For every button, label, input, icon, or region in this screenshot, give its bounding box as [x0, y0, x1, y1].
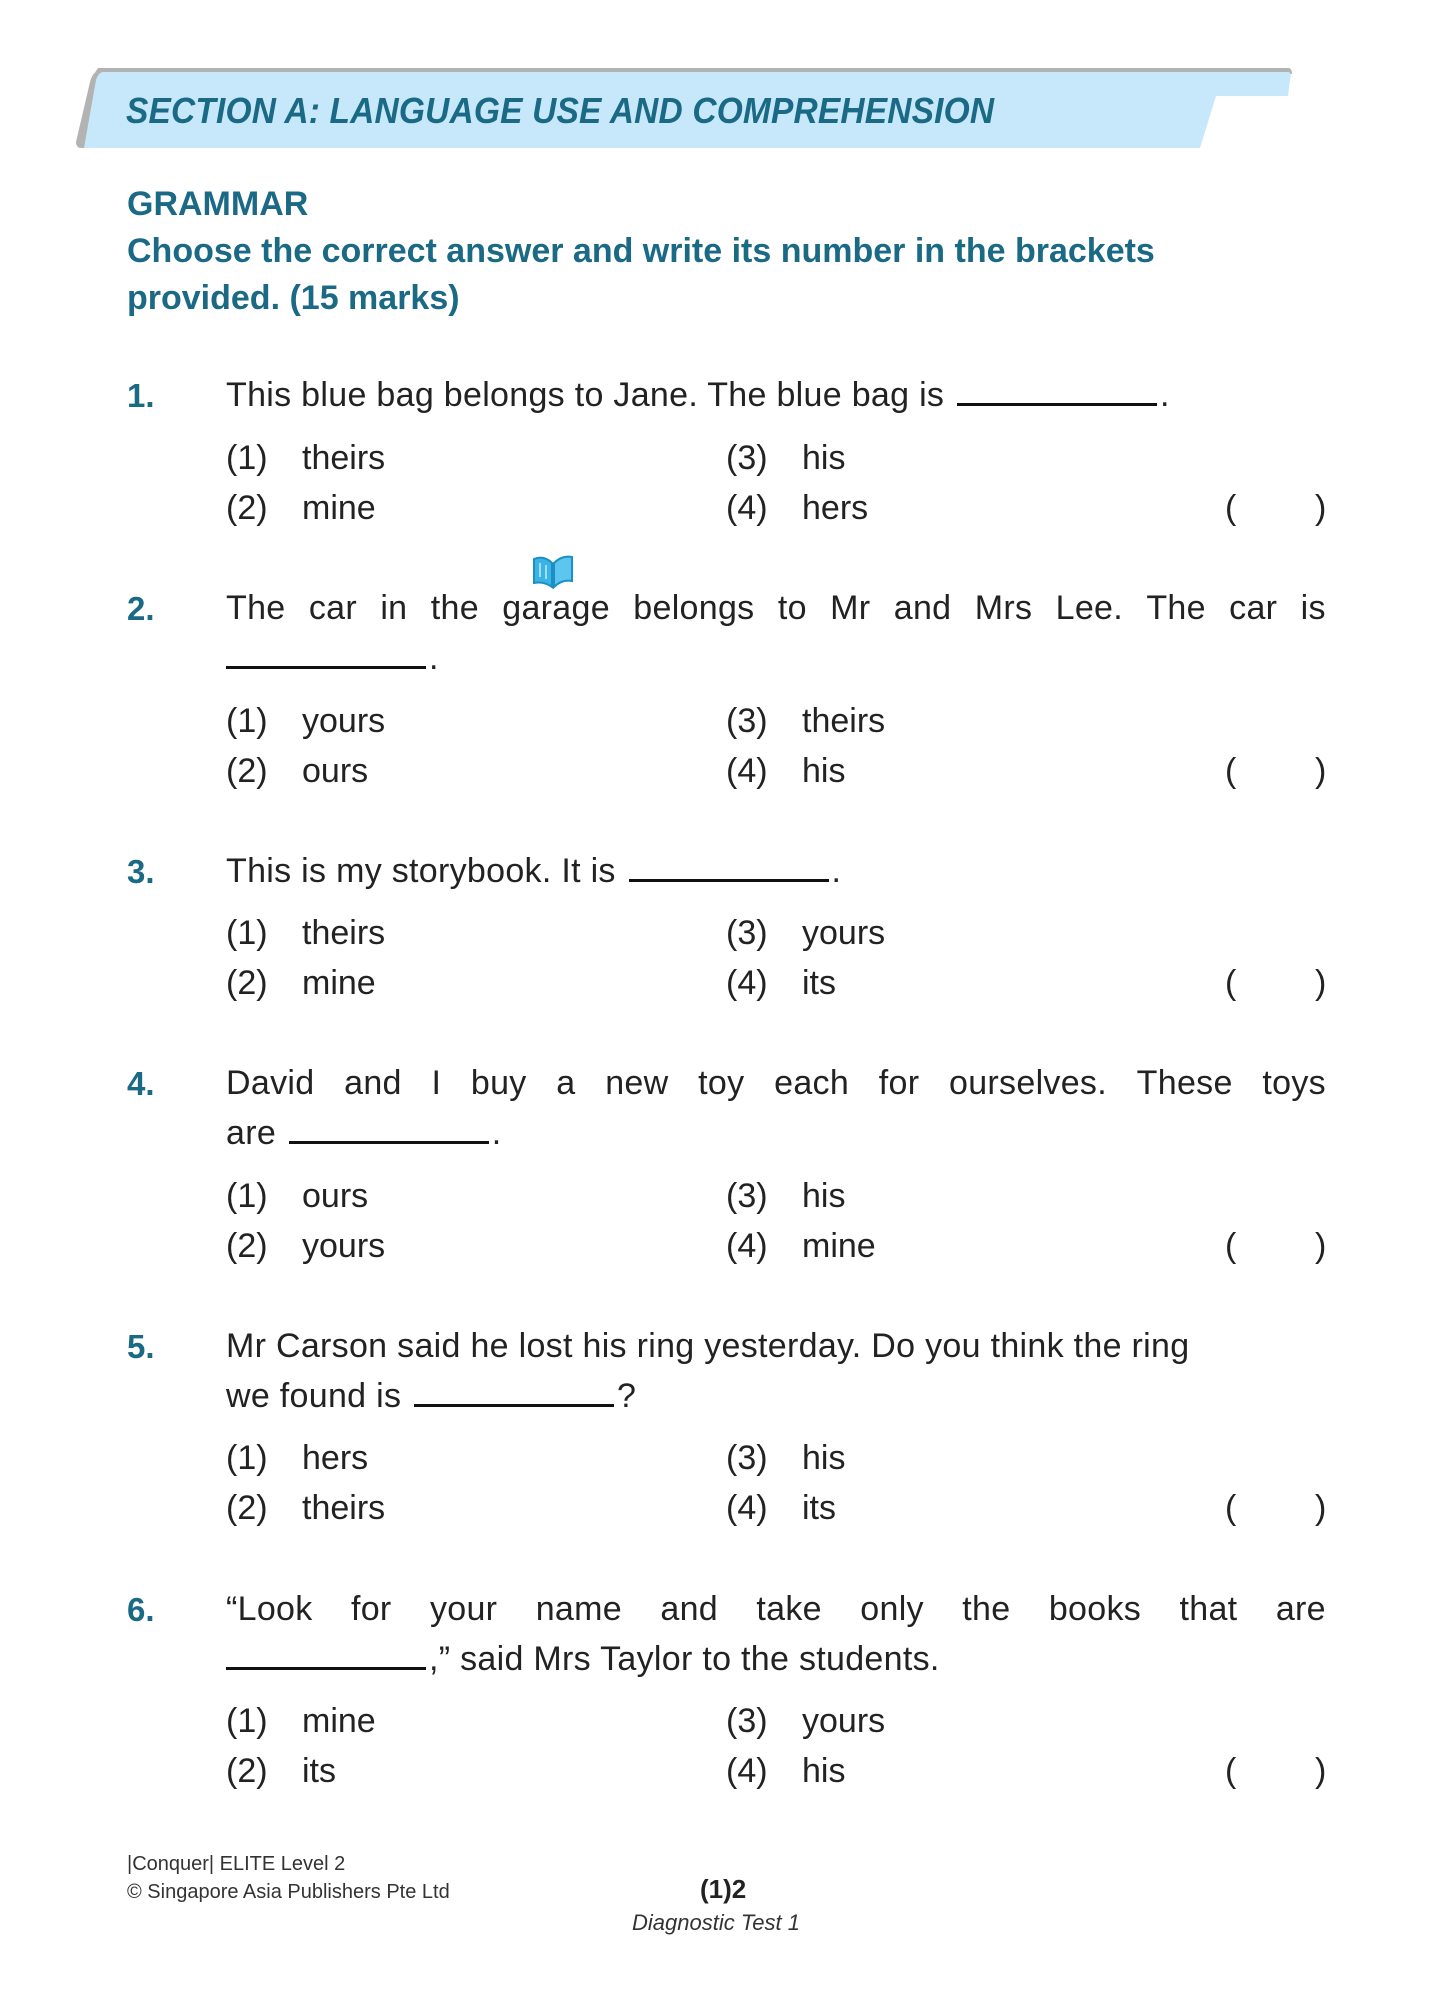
answer-bracket-open: ( — [1225, 489, 1237, 527]
option-2: (2) mine — [226, 964, 376, 1002]
answer-bracket-open: ( — [1225, 1489, 1237, 1527]
option-4: (4) mine — [726, 1227, 876, 1265]
answer-blank — [289, 1140, 489, 1144]
option-1: (1) theirs — [226, 914, 386, 952]
option-1: (1) theirs — [226, 439, 386, 477]
option-2: (2) mine — [226, 489, 376, 527]
answer-bracket-open: ( — [1225, 1227, 1237, 1265]
answer-bracket-open: ( — [1225, 752, 1237, 790]
footer-copyright: © Singapore Asia Publishers Pte Ltd — [127, 1881, 450, 1903]
option-3: (3) theirs — [726, 702, 886, 740]
instruction-line-2: provided. (15 marks) — [127, 279, 460, 317]
instruction-line-1: Choose the correct answer and write its number in the brackets — [127, 232, 1155, 270]
option-1: (1) yours — [226, 702, 386, 740]
option-3: (3) yours — [726, 914, 886, 952]
option-2: (2) yours — [226, 1227, 386, 1265]
question-text-part: . — [1159, 376, 1170, 414]
answer-blank — [414, 1403, 614, 1407]
answer-bracket-close: ) — [1315, 1752, 1327, 1790]
answer-bracket-close: ) — [1315, 964, 1327, 1002]
open-book-icon — [530, 553, 576, 594]
answer-blank — [226, 1666, 426, 1670]
option-4: (4) its — [726, 964, 836, 1002]
question-number: 5. — [127, 1328, 155, 1365]
question-text-line-2: are . — [226, 1114, 502, 1152]
question-text: The car in the garage belongs to Mr and Mrs Lee. The car is — [226, 589, 1326, 627]
answer-bracket-open: ( — [1225, 1752, 1237, 1790]
section-banner — [76, 66, 1294, 150]
question-text: This is my storybook. It is . — [226, 852, 842, 890]
question-number: 3. — [127, 853, 155, 890]
option-4: (4) his — [726, 1752, 846, 1790]
footer-series: |Conquer| ELITE Level 2 — [127, 1853, 346, 1875]
option-4: (4) his — [726, 752, 846, 790]
option-2: (2) theirs — [226, 1489, 386, 1527]
option-1: (1) mine — [226, 1702, 376, 1740]
question-text-line-2: ,” said Mrs Taylor to the students. — [226, 1640, 940, 1679]
answer-bracket-close: ) — [1315, 752, 1327, 790]
grammar-heading: GRAMMAR — [127, 185, 309, 223]
answer-bracket-close: ) — [1315, 1227, 1327, 1265]
answer-bracket-close: ) — [1315, 1489, 1327, 1527]
answer-blank — [957, 402, 1157, 406]
option-3: (3) his — [726, 1177, 846, 1215]
section-title: SECTION A: LANGUAGE USE AND COMPREHENSION — [126, 90, 995, 131]
answer-blank — [226, 665, 426, 669]
option-3: (3) his — [726, 439, 846, 477]
test-name: Diagnostic Test 1 — [632, 1910, 800, 1935]
question-text: Mr Carson said he lost his ring yesterday. Do you think the ring — [226, 1327, 1190, 1365]
answer-bracket-close: ) — [1315, 489, 1327, 527]
answer-blank — [629, 878, 829, 882]
option-2: (2) its — [226, 1752, 336, 1790]
option-1: (1) ours — [226, 1177, 369, 1215]
option-4: (4) hers — [726, 489, 869, 527]
answer-bracket-open: ( — [1225, 964, 1237, 1002]
question-text: David and I buy a new toy each for ourselves. These toys — [226, 1064, 1326, 1102]
question-text-line-2: we found is ? — [226, 1377, 637, 1415]
question-number: 6. — [127, 1591, 155, 1628]
option-3: (3) his — [726, 1439, 846, 1477]
option-3: (3) yours — [726, 1702, 886, 1740]
question-text-part: This blue bag belongs to Jane. The blue bag is — [226, 376, 945, 414]
question-number: 1. — [127, 377, 155, 414]
question-number: 2. — [127, 590, 155, 627]
question-text-line-2: . — [226, 639, 439, 678]
option-2: (2) ours — [226, 752, 369, 790]
option-4: (4) its — [726, 1489, 836, 1527]
page-number: (1)2 — [700, 1874, 747, 1904]
question-text: “Look for your name and take only the books that are — [226, 1590, 1326, 1628]
question-number: 4. — [127, 1065, 155, 1102]
option-1: (1) hers — [226, 1439, 369, 1477]
question-text — [226, 376, 1170, 415]
